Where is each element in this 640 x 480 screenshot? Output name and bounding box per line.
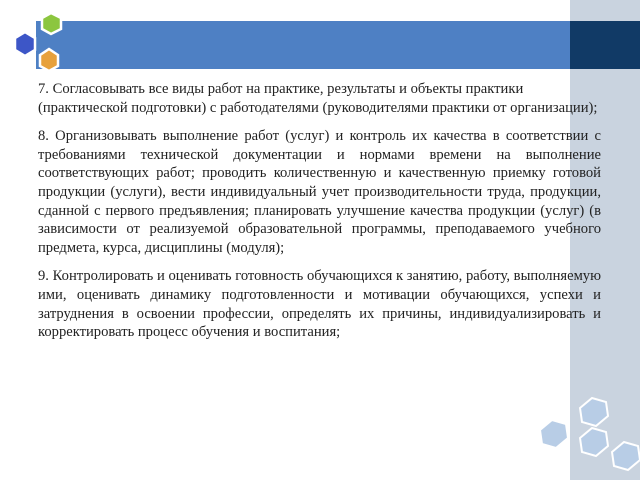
- hexagon-green-icon: [42, 13, 61, 34]
- list-item-9: 9. Контролировать и оценивать готовность обучающихся к занятию, работу, выполняемую ими, оценивать динамику подготовленности и мотивации обучающихся, успехи и затруднения в освоении профессии, определять их причины, индивидуализировать и корректировать процесс обучения и воспитания;: [38, 268, 601, 341]
- hexagon-light-blue-icon: [540, 420, 568, 448]
- top-left-hexagon-group: [0, 0, 80, 80]
- hexagon-light-blue-icon: [612, 442, 640, 470]
- header-banner: [36, 21, 570, 69]
- header-banner-dark: [570, 21, 640, 69]
- hexagon-blue-icon: [15, 32, 35, 56]
- slide-content: [38, 80, 601, 352]
- bottom-right-hexagon-group: [536, 392, 640, 480]
- hexagon-light-blue-icon: [580, 398, 608, 426]
- list-item-7: 7. Согласовывать все виды работ на практике, результаты и объекты практики (практической подготовки) с работодателями (руководителями практики от организации);: [38, 81, 598, 116]
- hexagon-light-blue-icon: [580, 428, 608, 456]
- list-item-8: 8. Организовывать выполнение работ (услуг) и контроль их качества в соответствии с требованиями технической документации и нормами времени на выполнение соответствующих работ; проводить количественную и качественную приемку готовой продукции (услуги), вести индивидуальный учет производительности труда, продукции, сданной с первого предъявления; планировать улучшение качества продукции (услуг) (в зависимости от реализуемой образовательной программы, преподаваемого учебного предмета, курса, дисциплины (модуля);: [38, 128, 601, 256]
- hexagon-orange-icon: [40, 49, 58, 71]
